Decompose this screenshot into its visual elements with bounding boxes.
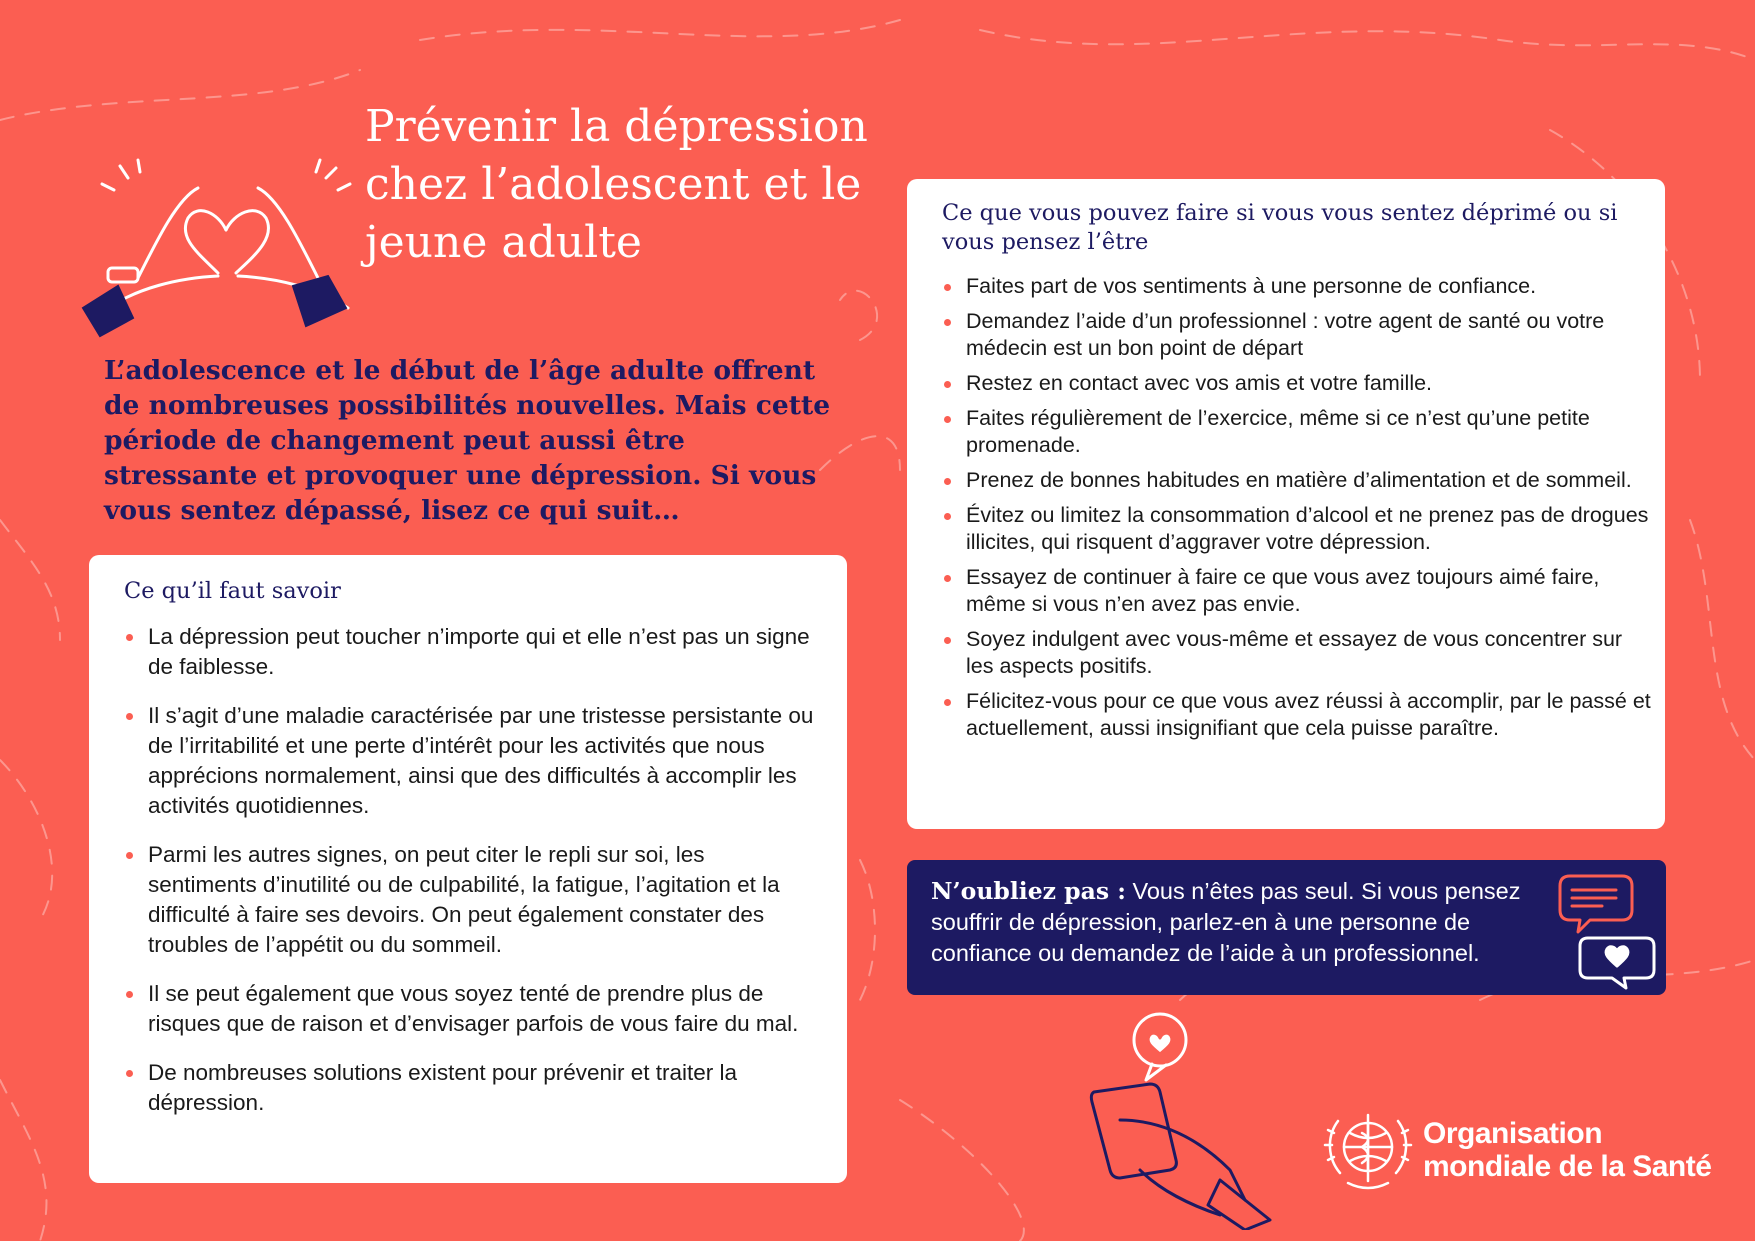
list-item: La dépression peut toucher n’importe qui et elle n’est pas un signe de faiblesse. xyxy=(124,622,817,682)
list-item: Évitez ou limitez la consommation d’alcool et ne prenez pas de drogues illicites, qui risquent d’aggraver votre dépression. xyxy=(942,502,1651,556)
list-item: Soyez indulgent avec vous-même et essayez de vous concentrer sur les aspects positifs. xyxy=(942,626,1651,680)
list-item: Parmi les autres signes, on peut citer le repli sur soi, les sentiments d’inutilité ou de culpabilité, la fatigue, l’agitation et la difficulté à faire ses devoirs. On peut également constater des troubles de l’appétit ou du sommeil. xyxy=(124,840,817,960)
list-item: Il s’agit d’une maladie caractérisée par une tristesse persistante ou de l’irritabilité et une perte d’intérêt pour les activités que nous apprécions normalement, ainsi que des difficultés à accomplir les activités quotidiennes. xyxy=(124,701,817,821)
todo-list xyxy=(942,273,1651,742)
who-logo-text xyxy=(1423,1117,1711,1183)
who-logo-line2: mondiale de la Santé xyxy=(1423,1150,1712,1183)
who-emblem-icon xyxy=(1320,1103,1416,1199)
phone-heart-icon xyxy=(1080,1010,1300,1230)
todo-title: Ce que vous pouvez faire si vous vous sentez déprimé ou si vous pensez l’être xyxy=(942,200,1618,255)
list-item: Restez en contact avec vos amis et votre famille. xyxy=(942,370,1651,397)
list-item: Prenez de bonnes habitudes en matière d’alimentation et de sommeil. xyxy=(942,467,1651,494)
intro-text: L’adolescence et le début de l’âge adulte offrent de nombreuses possibilités nouvelles. Mais cette période de changement peut aussi être stressante et provoquer une dépression. Si vous vous sentez dépassé, lisez ce qui suit… xyxy=(104,355,831,526)
chat-bubble-icon xyxy=(1550,868,1660,990)
todo-card xyxy=(907,179,1665,829)
list-item: Essayez de continuer à faire ce que vous avez toujours aimé faire, même si vous n’en avez pas envie. xyxy=(942,564,1651,618)
page-title: Prévenir la dépression chez l’adolescent et le jeune adulte xyxy=(365,101,868,268)
know-card xyxy=(89,555,847,1183)
reminder-text: Vous n’êtes pas seul. Si vous pensez souffrir de dépression, parlez-en à une personne de confiance ou demandez de l’aide à un professionnel. xyxy=(931,878,1521,966)
know-title: Ce qu’il faut savoir xyxy=(124,578,341,604)
list-item: Faites part de vos sentiments à une personne de confiance. xyxy=(942,273,1651,300)
heart-hands-icon xyxy=(78,158,378,338)
list-item: Félicitez-vous pour ce que vous avez réussi à accomplir, par le passé et actuellement, aussi insignifiant que cela puisse paraître. xyxy=(942,688,1651,742)
list-item: Demandez l’aide d’un professionnel : votre agent de santé ou votre médecin est un bon point de départ xyxy=(942,308,1651,362)
list-item: Il se peut également que vous soyez tenté de prendre plus de risques que de raison et d’envisager parfois de vous faire du mal. xyxy=(124,979,817,1039)
reminder-label: N’oubliez pas : xyxy=(931,877,1126,905)
who-logo-line1: Organisation xyxy=(1423,1117,1603,1150)
reminder-box xyxy=(907,860,1666,995)
know-list xyxy=(124,622,817,1118)
list-item: De nombreuses solutions existent pour prévenir et traiter la dépression. xyxy=(124,1058,817,1118)
list-item: Faites régulièrement de l’exercice, même si ce n’est qu’une petite promenade. xyxy=(942,405,1651,459)
who-logo xyxy=(1320,1103,1712,1203)
